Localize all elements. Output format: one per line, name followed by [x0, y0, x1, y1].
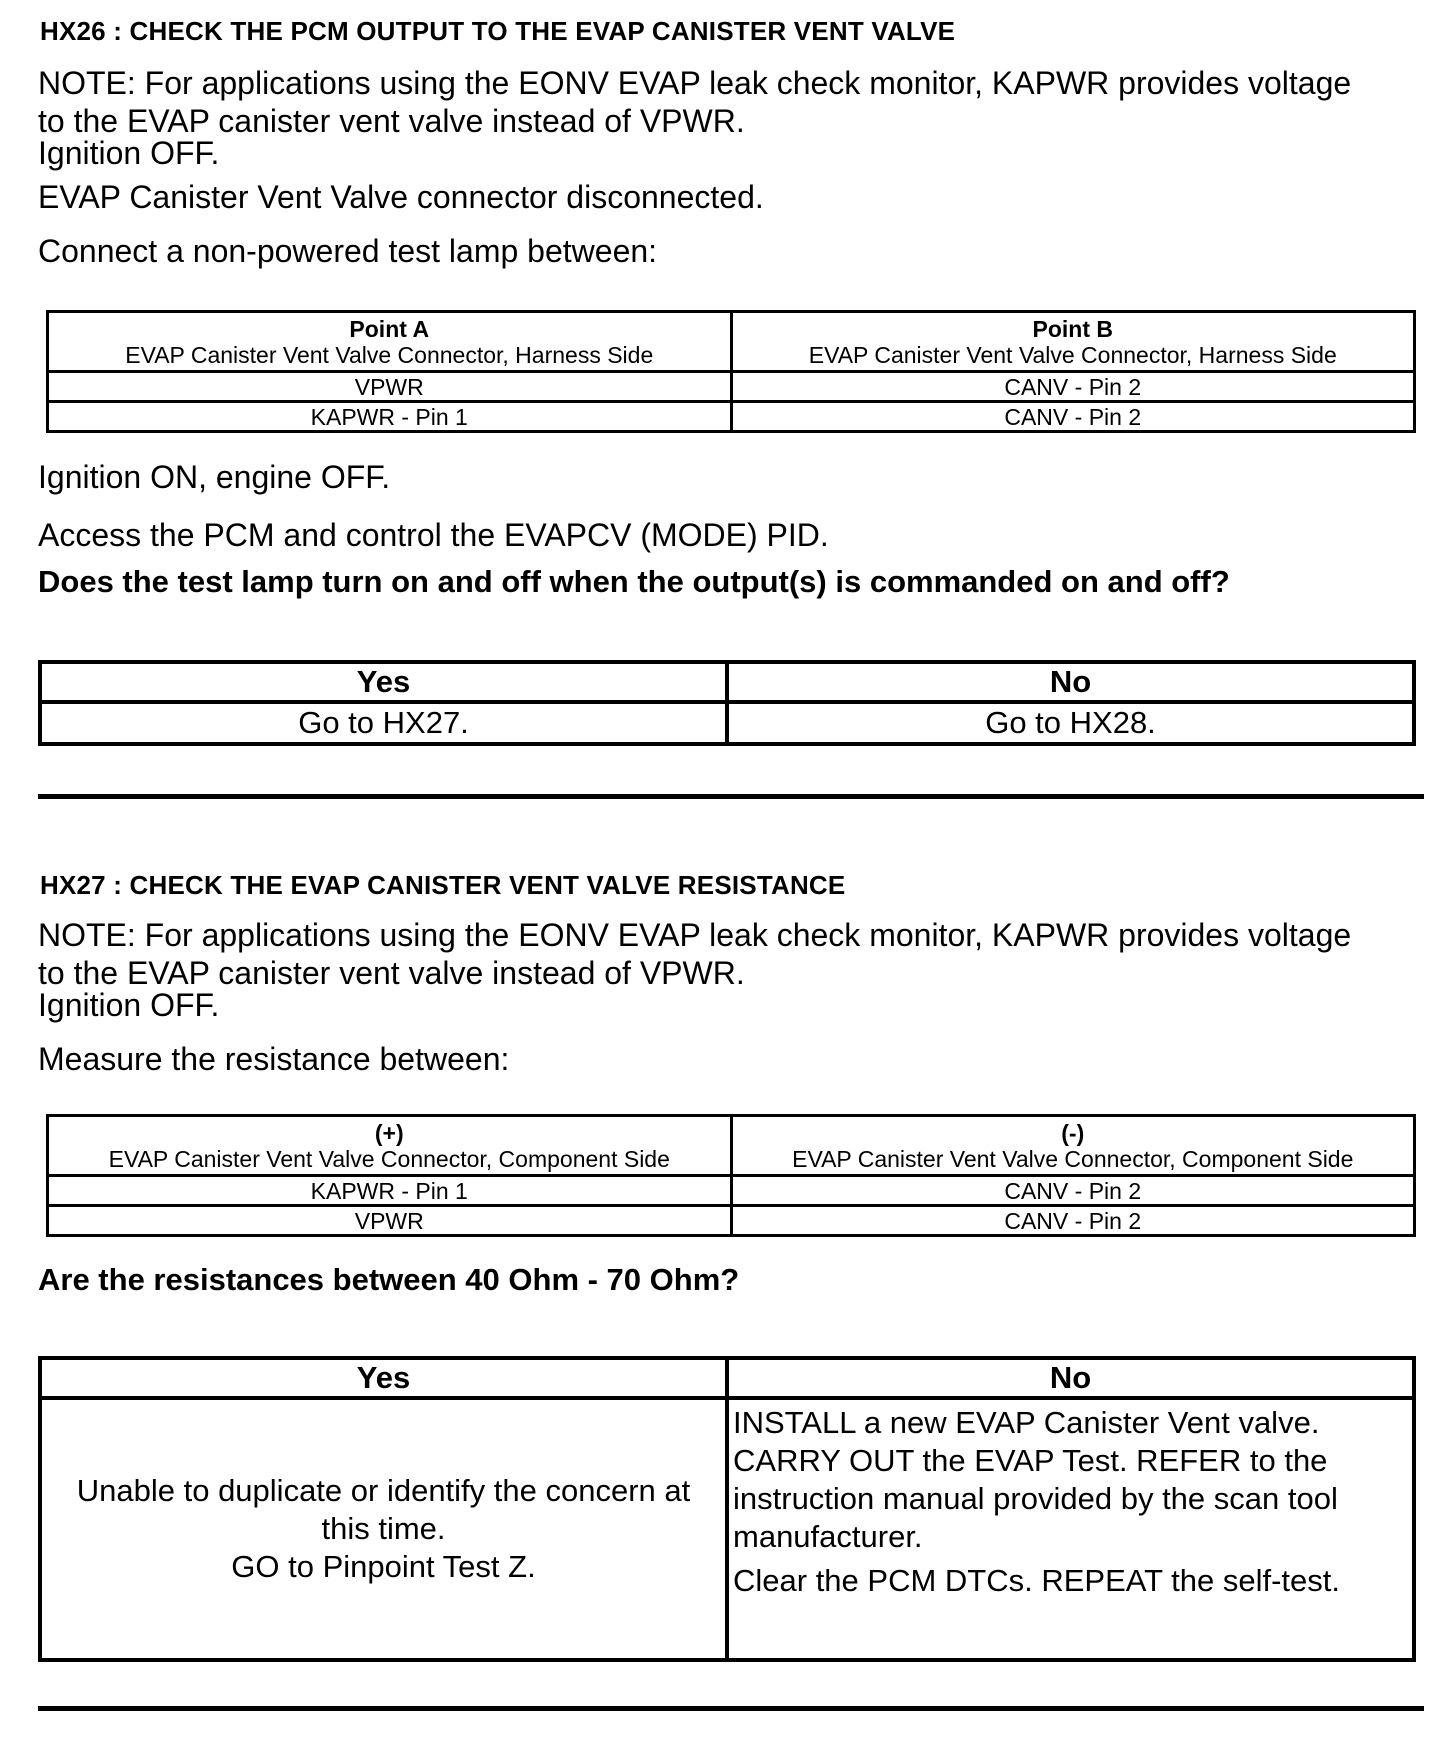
hx26-test-lamp-table [46, 310, 1416, 433]
yes-line: Unable to duplicate or identify the concern at [76, 1473, 691, 1508]
hx26-point-b-header [731, 312, 1415, 372]
no-line: CARRY OUT the EVAP Test. REFER to the [733, 1443, 1328, 1478]
table-cell: KAPWR - Pin 1 [48, 1176, 732, 1206]
yes-action: Go to HX27. [40, 702, 727, 744]
no-action: Go to HX28. [727, 702, 1414, 744]
yes-line: GO to Pinpoint Test Z. [231, 1549, 536, 1584]
hx26-col1-sub: EVAP Canister Vent Valve Connector, Harness Side [125, 341, 654, 368]
hx26-note-line2: to the EVAP canister vent valve instead of VPWR. [38, 103, 745, 139]
table-header-row [48, 1116, 1415, 1176]
no-line: instruction manual provided by the scan tool [733, 1481, 1338, 1516]
no-line: Clear the PCM DTCs. REPEAT the self-test. [733, 1563, 1340, 1598]
no-line: manufacturer. [733, 1519, 923, 1554]
table-cell: KAPWR - Pin 1 [48, 402, 732, 432]
hx27-note-line1: NOTE: For applications using the EONV EVAP leak check monitor, KAPWR provides voltage [38, 917, 1352, 953]
yes-line: this time. [321, 1511, 446, 1546]
table-row [48, 1206, 1415, 1236]
table-cell: CANV - Pin 2 [731, 372, 1415, 402]
section-divider [38, 794, 1424, 799]
hx27-resistance-table [46, 1114, 1416, 1237]
yes-header: Yes [40, 1358, 727, 1398]
hx27-minus-header [731, 1116, 1415, 1176]
hx27-step1: Ignition OFF. [38, 987, 220, 1023]
no-action [727, 1398, 1414, 1660]
table-header-row [40, 1358, 1414, 1398]
table-header-row [40, 662, 1414, 702]
table-header-row [48, 312, 1415, 372]
table-row [40, 702, 1414, 744]
table-row [40, 1398, 1414, 1660]
hx27-title: HX27 : CHECK THE EVAP CANISTER VENT VALVE RESISTANCE [40, 870, 846, 900]
hx27-note [38, 916, 1438, 992]
hx26-step3: Connect a non-powered test lamp between: [38, 233, 658, 269]
hx27-col1-header: (+) [374, 1119, 404, 1146]
hx26-step2: EVAP Canister Vent Valve connector disconnected. [38, 179, 764, 215]
hx26-title: HX26 : CHECK THE PCM OUTPUT TO THE EVAP CANISTER VENT VALVE [40, 16, 956, 46]
hx26-col1-header: Point A [349, 315, 430, 342]
hx27-col2-header: (-) [1061, 1119, 1085, 1146]
hx27-question: Are the resistances between 40 Ohm - 70 Ohm? [38, 1262, 740, 1297]
yes-action [40, 1398, 727, 1660]
hx27-step2: Measure the resistance between: [38, 1041, 510, 1077]
table-cell: VPWR [48, 1206, 732, 1236]
hx26-step1: Ignition OFF. [38, 135, 220, 171]
no-header: No [727, 662, 1414, 702]
hx26-col2-sub: EVAP Canister Vent Valve Connector, Harness Side [808, 341, 1337, 368]
table-cell: CANV - Pin 2 [731, 402, 1415, 432]
hx26-step4: Ignition ON, engine OFF. [38, 459, 391, 495]
hx26-note [38, 64, 1438, 140]
hx26-col2-header: Point B [1032, 315, 1113, 342]
hx26-step5: Access the PCM and control the EVAPCV (MODE) PID. [38, 517, 829, 553]
hx26-yes-no-table [38, 660, 1416, 746]
hx27-plus-header [48, 1116, 732, 1176]
hx27-col1-sub: EVAP Canister Vent Valve Connector, Component Side [108, 1145, 670, 1172]
hx26-point-a-header [48, 312, 732, 372]
hx26-note-line1: NOTE: For applications using the EONV EVAP leak check monitor, KAPWR provides voltage [38, 65, 1352, 101]
table-row [48, 372, 1415, 402]
no-line: INSTALL a new EVAP Canister Vent valve. [733, 1405, 1320, 1440]
yes-header: Yes [40, 662, 727, 702]
table-cell: VPWR [48, 372, 732, 402]
section-divider [38, 1706, 1424, 1711]
hx27-col2-sub: EVAP Canister Vent Valve Connector, Component Side [792, 1145, 1354, 1172]
hx26-question: Does the test lamp turn on and off when the output(s) is commanded on and off? [38, 564, 1230, 599]
table-row [48, 402, 1415, 432]
table-row [48, 1176, 1415, 1206]
hx27-note-line2: to the EVAP canister vent valve instead of VPWR. [38, 955, 745, 991]
hx27-yes-no-table [38, 1356, 1416, 1662]
no-header: No [727, 1358, 1414, 1398]
table-cell: CANV - Pin 2 [731, 1176, 1415, 1206]
table-cell: CANV - Pin 2 [731, 1206, 1415, 1236]
